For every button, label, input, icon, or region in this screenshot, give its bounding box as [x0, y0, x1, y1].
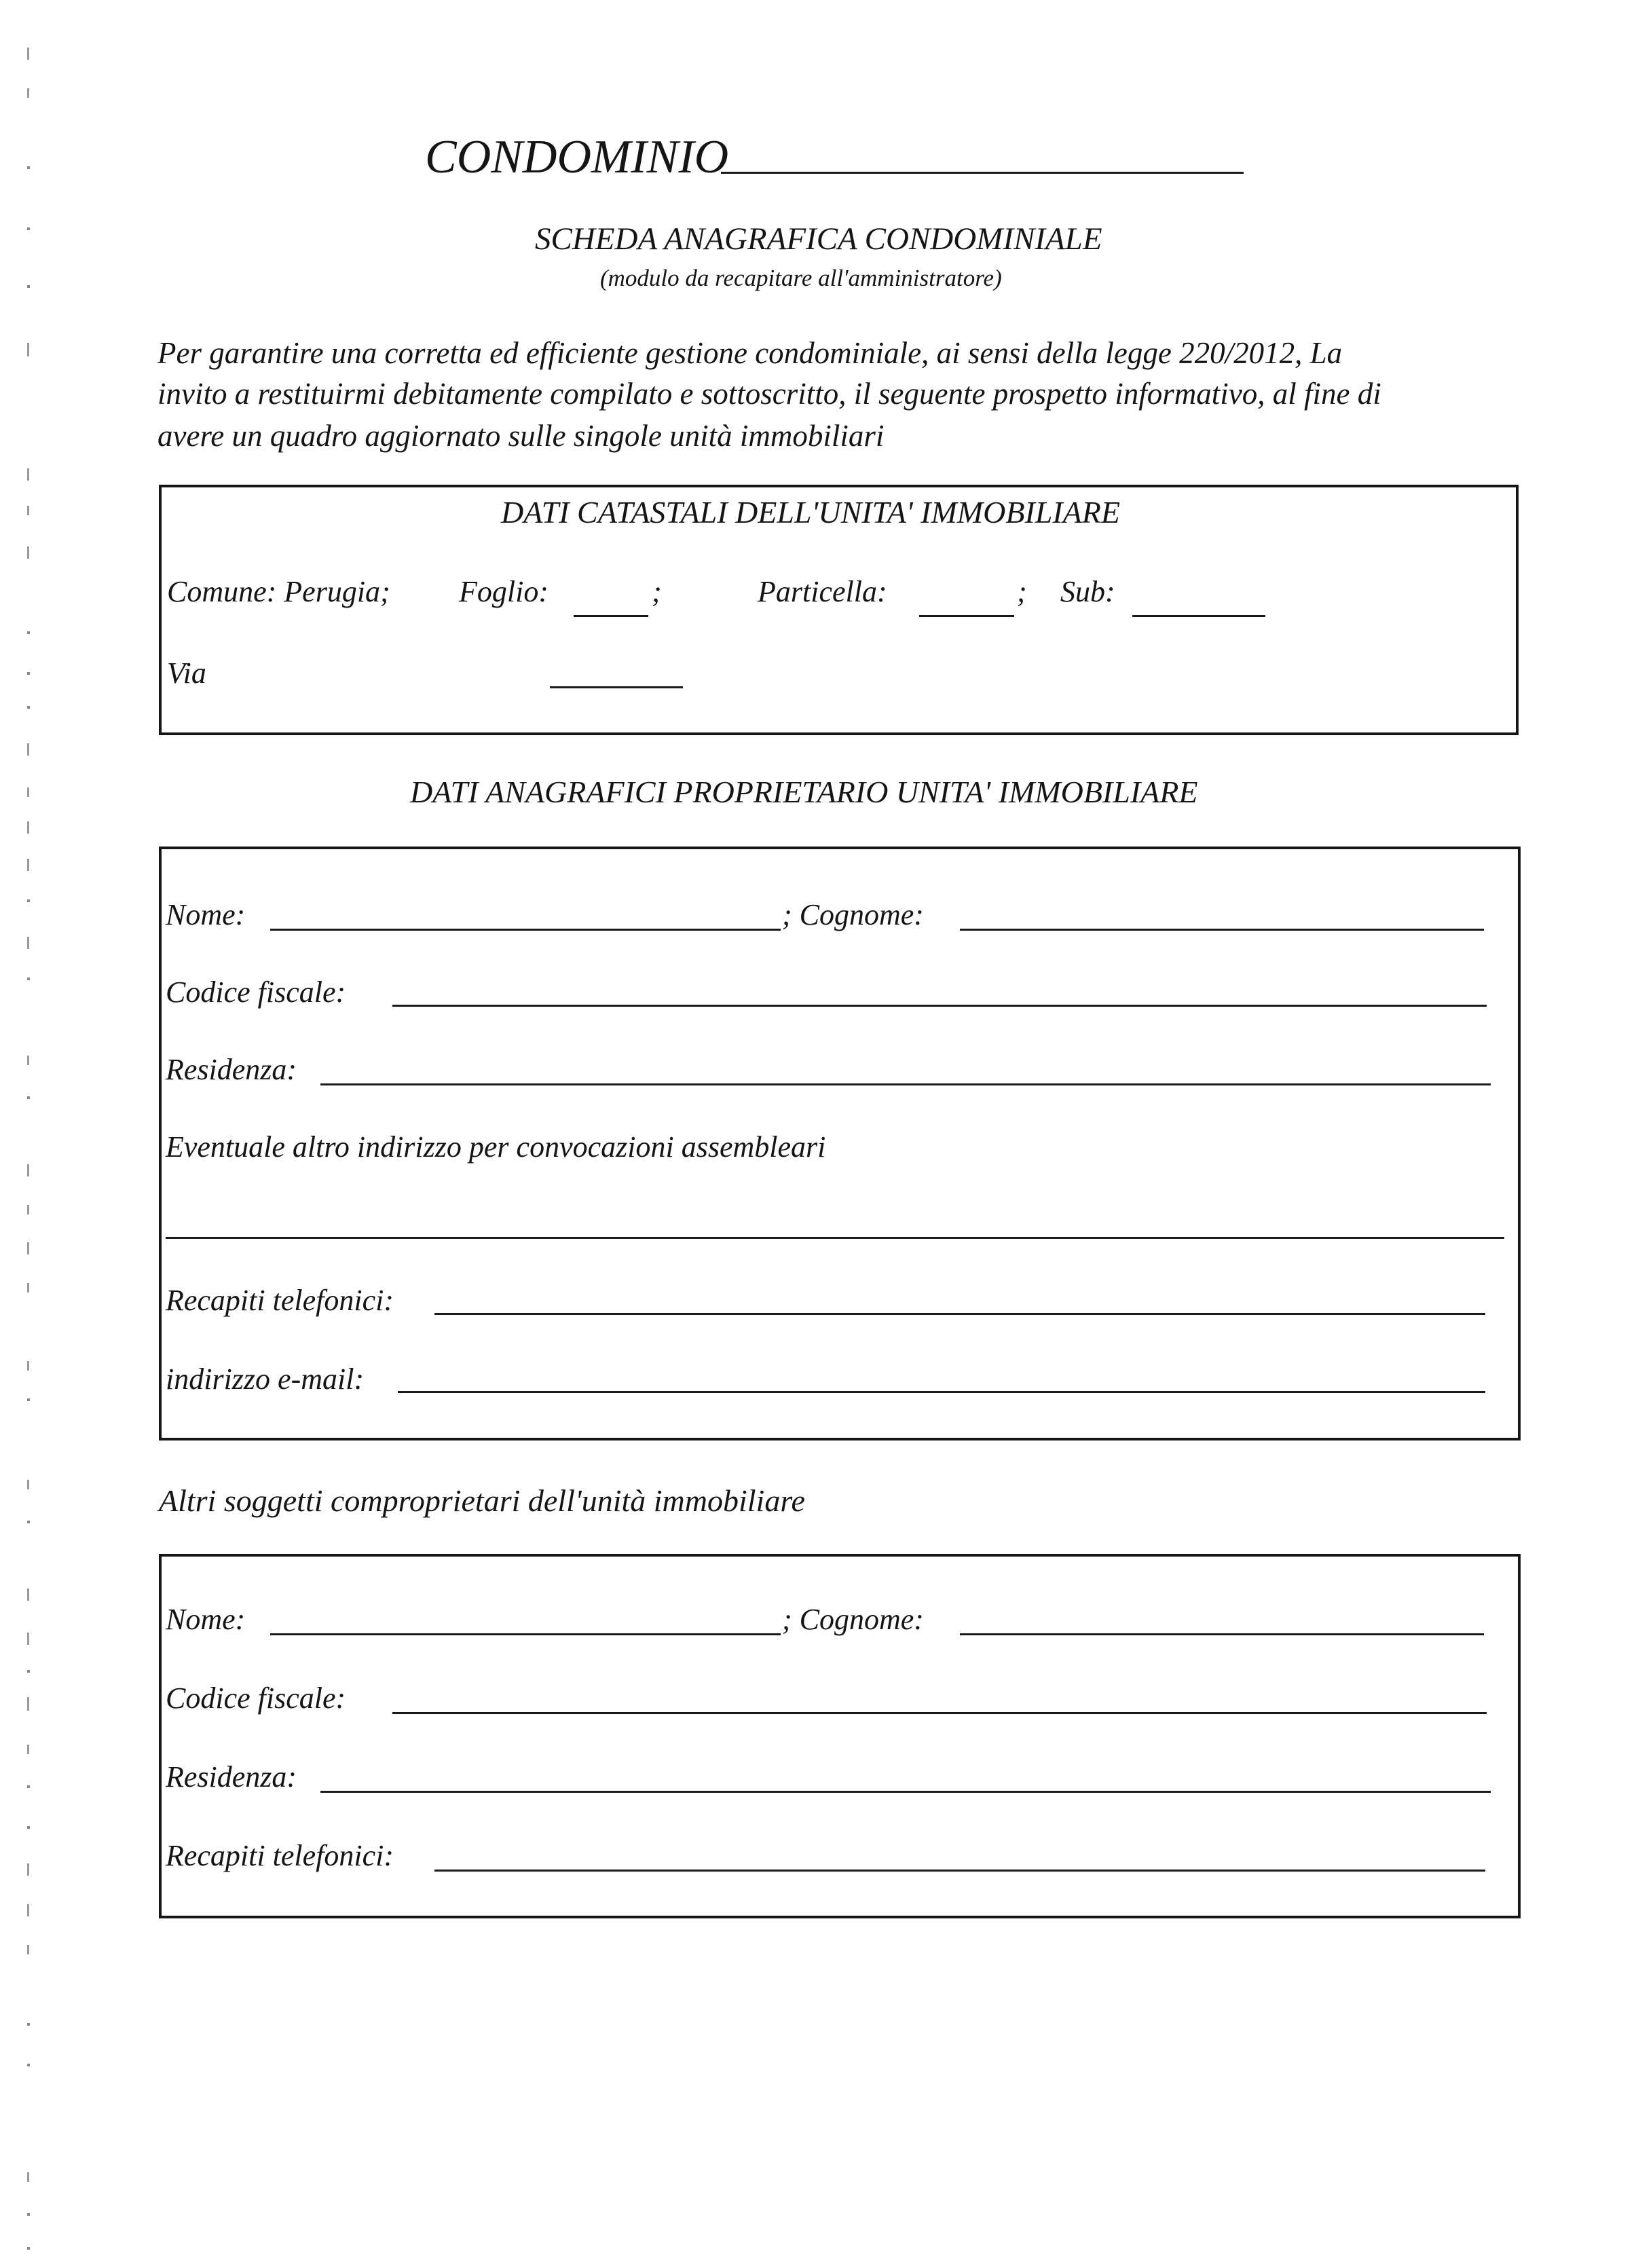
coowner-nome-field[interactable]: [270, 1633, 781, 1635]
owner-recapiti-label: Recapiti telefonici:: [166, 1284, 394, 1317]
coowner-nome-label: Nome:: [166, 1603, 246, 1636]
via-label: Via: [167, 656, 206, 690]
form-subtitle: SCHEDA ANAGRAFICA CONDOMINIALE: [535, 221, 1102, 257]
page-title: CONDOMINIO: [425, 131, 729, 183]
owner-email-field[interactable]: [398, 1391, 1485, 1393]
foglio-field[interactable]: [574, 615, 648, 617]
coowner-codice-fiscale-field[interactable]: [392, 1712, 1487, 1714]
condominio-name-field[interactable]: [721, 172, 1244, 174]
coowner-recapiti-field[interactable]: [434, 1870, 1485, 1872]
owner-heading: DATI ANAGRAFICI PROPRIETARIO UNITA' IMMOBILIARE: [410, 775, 1198, 809]
form-note: (modulo da recapitare all'amministratore): [600, 265, 1002, 291]
particella-label: Particella:: [758, 575, 887, 608]
owner-codice-fiscale-label: Codice fiscale:: [166, 975, 346, 1009]
coowner-codice-fiscale-label: Codice fiscale:: [166, 1681, 346, 1715]
foglio-separator: ;: [652, 575, 662, 608]
owner-altro-indirizzo-label: Eventuale altro indirizzo per convocazioni assembleari: [166, 1130, 826, 1164]
coowner-residenza-field[interactable]: [320, 1791, 1491, 1793]
owner-nome-field[interactable]: [270, 929, 781, 931]
intro-line-1: Per garantire una corretta ed efficiente gestione condominiale, ai sensi della legge 220/2012, La: [157, 336, 1343, 370]
owner-nome-label: Nome:: [166, 898, 246, 931]
sub-field[interactable]: [1132, 615, 1265, 617]
intro-line-2: invito a restituirmi debitamente compilato e sottoscritto, il seguente prospetto informativo, al fine di: [157, 377, 1381, 411]
coowner-cognome-label: ; Cognome:: [782, 1603, 924, 1636]
cadastral-heading: DATI CATASTALI DELL'UNITA' IMMOBILIARE: [501, 495, 1120, 529]
intro-line-3: avere un quadro aggiornato sulle singole unità immobiliari: [157, 419, 885, 453]
owner-residenza-label: Residenza:: [166, 1053, 297, 1086]
via-number-field[interactable]: [550, 686, 683, 688]
owner-email-label: indirizzo e-mail:: [166, 1362, 365, 1396]
coowner-residenza-label: Residenza:: [166, 1760, 297, 1793]
coowner-recapiti-label: Recapiti telefonici:: [166, 1839, 394, 1872]
owner-cognome-label: ; Cognome:: [782, 898, 924, 931]
coowners-heading: Altri soggetti comproprietari dell'unità immobiliare: [159, 1483, 805, 1518]
owner-cognome-field[interactable]: [960, 929, 1484, 931]
owner-altro-indirizzo-field[interactable]: [166, 1237, 1504, 1239]
sub-label: Sub:: [1060, 575, 1115, 608]
owner-recapiti-field[interactable]: [434, 1313, 1485, 1315]
comune-label: Comune: Perugia;: [167, 575, 390, 608]
coowner-cognome-field[interactable]: [960, 1633, 1484, 1635]
foglio-label: Foglio:: [459, 575, 549, 608]
particella-separator: ;: [1017, 575, 1027, 608]
owner-codice-fiscale-field[interactable]: [392, 1005, 1487, 1007]
particella-field[interactable]: [919, 615, 1014, 617]
owner-residenza-field[interactable]: [320, 1083, 1491, 1085]
